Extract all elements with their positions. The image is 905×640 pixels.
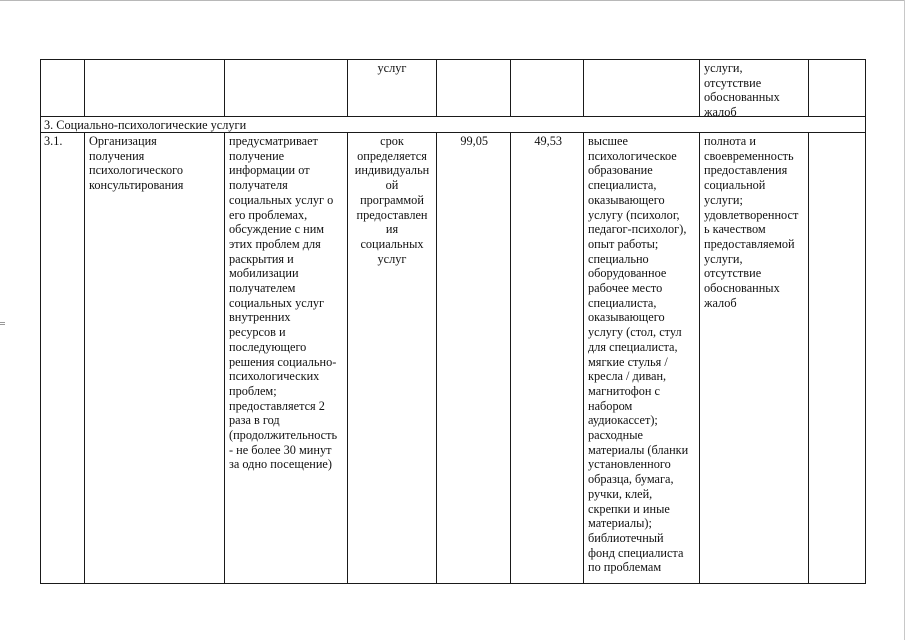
table-right-border: [865, 59, 866, 583]
column-divider: [699, 132, 700, 583]
column-divider: [436, 59, 437, 116]
margin-tick: [0, 324, 5, 325]
page-top-edge: [0, 0, 905, 1]
column-divider: [808, 59, 809, 116]
column-divider: [699, 59, 700, 116]
value-1-cell: 99,05: [460, 134, 488, 148]
service-term-cell: срок определяется индивидуальн ой программой предоставлен ия социальных услуг: [354, 134, 430, 266]
column-divider: [224, 132, 225, 583]
table-left-border: [40, 59, 41, 583]
service-description-cell: предусматривает получение информации от получателя социальных услуг о его проблемах, обсуждение с ним этих проблем для раскрытия и мобилизации получателем социальных услуг внутренних ресурсов и последующего решения социально- психологических проблем; предоставляется 2 раза в год (продолжительность - не более 30 минут за одно посещение): [229, 134, 338, 472]
column-divider: [84, 59, 85, 116]
column-divider: [583, 59, 584, 116]
column-divider: [510, 59, 511, 116]
margin-tick: [0, 322, 5, 323]
section-header: 3. Социально-психологические услуги: [44, 118, 247, 132]
quality-indicators-cell: полнота и своевременность предоставления социальной услуги; удовлетворенност ь качеством предоставляемой услуги, отсутствие обоснованных жалоб: [704, 134, 799, 310]
table-bottom-border: [40, 583, 866, 584]
column-divider: [583, 132, 584, 583]
column-divider: [84, 132, 85, 583]
column-divider: [436, 132, 437, 583]
conditions-cell: высшее психологическое образование специалиста, оказывающего услугу (психолог, педагог-психолог), опыт работы; специально оборудованное рабочее место специалиста, оказывающего услугу (стол, стул для специалиста, мягкие стулья / кресла / диван, магнитофон с набором аудиокассет); расходные материалы (бланки установленного образца, бумага, ручки, клей, скрепки и иные материалы); библиотечный фонд специалиста по проблемам: [588, 134, 689, 575]
column-divider: [808, 132, 809, 583]
table-top-border: [40, 59, 866, 60]
value-2-cell: 49,53: [534, 134, 562, 148]
fragment-term-cell: услуг: [377, 61, 407, 75]
service-name-cell: Организация получения психологического консультирования: [89, 134, 184, 193]
fragment-quality-cell: услуги, отсутствие обоснованных жалоб: [704, 61, 780, 120]
column-divider: [224, 59, 225, 116]
column-divider: [510, 132, 511, 583]
row-number-cell: 3.1.: [44, 134, 63, 148]
